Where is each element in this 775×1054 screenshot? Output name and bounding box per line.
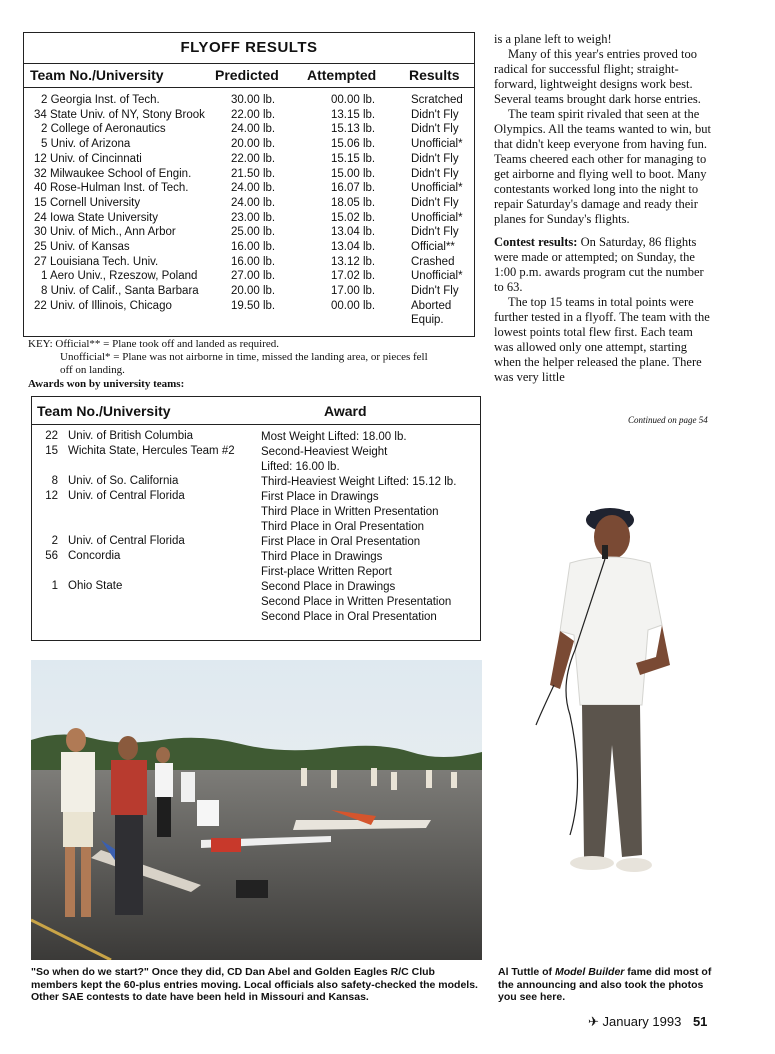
attempted-cell: 17.00 lb. (331, 285, 376, 298)
result-cell: Scratched (411, 94, 463, 106)
team-cell: 40 Rose-Hulman Inst. of Tech. (34, 182, 189, 195)
award-team-number: 8 (51, 475, 58, 487)
result-cell: Didn't Fly (411, 123, 459, 136)
award-line: Third Place in Oral Presentation (261, 521, 424, 533)
team-cell: 22 Univ. of Illinois, Chicago (34, 299, 172, 312)
award-line: Second-Heaviest Weight (261, 446, 388, 458)
flyoff-row-continuation (24, 314, 474, 329)
predicted-cell: 22.00 lb. (231, 108, 276, 121)
page-footer (588, 1014, 707, 1030)
awards-header-team: Team No./University (37, 403, 171, 419)
team-cell: 30 Univ. of Mich., Ann Arbor (34, 226, 176, 239)
result-cell-line2: Equip. (411, 314, 444, 326)
article-p2: Many of this year's entries proved too radical for successful flight; straight-forward, lightweight designs work best. Several teams brought dark horse entries. (494, 47, 701, 106)
announcer-photo (530, 485, 690, 890)
attempted-cell: 15.00 lb. (331, 167, 376, 180)
award-text (261, 490, 476, 535)
award-line: Second Place in Oral Presentation (261, 611, 437, 623)
flyoff-row (24, 182, 474, 197)
award-line: Lifted: 16.00 lb. (261, 461, 340, 473)
footer-date: January 1993 (602, 1014, 682, 1029)
predicted-cell: 19.50 lb. (231, 299, 276, 312)
attempted-cell: 15.13 lb. (331, 123, 376, 136)
announcer-photo-caption (498, 966, 723, 1004)
flyoff-row (24, 94, 474, 109)
award-text (261, 445, 476, 475)
team-cell: 8 Univ. of Calif., Santa Barbara (41, 285, 199, 298)
key-line-official: KEY: Official** = Plane took off and landed as required. (28, 338, 279, 350)
predicted-cell: 23.00 lb. (231, 211, 276, 224)
team-cell: 27 Louisiana Tech. Univ. (34, 255, 159, 268)
team-cell: 2 College of Aeronautics (41, 123, 166, 136)
team-cell: 2 Georgia Inst. of Tech. (41, 94, 160, 106)
predicted-cell: 16.00 lb. (231, 255, 276, 268)
attempted-cell: 00.00 lb. (331, 299, 376, 312)
predicted-cell: 22.00 lb. (231, 152, 276, 165)
awards-table (31, 396, 481, 641)
predicted-cell: 20.00 lb. (231, 285, 276, 298)
award-line: First-place Written Report (261, 566, 392, 578)
predicted-cell: 24.00 lb. (231, 196, 276, 209)
flyoff-row (24, 226, 474, 241)
article-p4-text: On Saturday, 86 flights were made or attempted; on Sunday, the 1:00 p.m. awards program cut the number to 63. (494, 235, 704, 294)
flyoff-row (24, 212, 474, 227)
flyoff-header-row (24, 63, 474, 88)
caption-part-c: fame did most of the announcing and also took the photos you see here. (498, 966, 712, 1003)
result-cell: Unofficial* (411, 182, 463, 195)
result-cell: Aborted (411, 299, 452, 312)
result-cell: Didn't Fly (411, 196, 459, 209)
predicted-cell: 27.00 lb. (231, 270, 276, 283)
flyoff-row (24, 123, 474, 138)
attempted-cell: 15.15 lb. (331, 152, 376, 165)
flyoff-row (24, 109, 474, 124)
article-p3: The team spirit rivaled that seen at the Olympics. All the teams wanted to win, but that didn't keep everyone from having fun. Teams cheered each other for managing to get airborne and flying well to boot. Many contestants worked long into the night to repair Saturday's damage and ready their planes for Sunday's flights. (494, 107, 711, 226)
plane-icon: ✈ (588, 1014, 599, 1029)
attempted-cell: 18.05 lb. (331, 196, 376, 209)
predicted-cell: 24.00 lb. (231, 123, 276, 136)
team-cell: 25 Univ. of Kansas (34, 241, 130, 253)
award-team-number: 22 (45, 430, 58, 442)
flyoff-row (24, 197, 474, 212)
attempted-cell: 17.02 lb. (331, 270, 376, 283)
award-text (261, 475, 476, 490)
award-line: Third-Heaviest Weight Lifted: 15.12 lb. (261, 476, 457, 488)
attempted-cell: 15.02 lb. (331, 211, 376, 224)
result-cell: Crashed (411, 255, 455, 268)
award-line: First Place in Drawings (261, 491, 379, 503)
team-cell: 15 Cornell University (34, 196, 141, 209)
award-team-number: 1 (51, 580, 58, 592)
team-cell: 32 Milwaukee School of Engin. (34, 167, 192, 180)
team-cell: 5 Univ. of Arizona (41, 138, 131, 151)
flyoff-row (24, 138, 474, 153)
award-line: Second Place in Written Presentation (261, 596, 452, 608)
header-predicted: Predicted (215, 67, 279, 83)
predicted-cell: 25.00 lb. (231, 226, 276, 239)
award-line: Third Place in Written Presentation (261, 506, 439, 518)
predicted-cell: 30.00 lb. (231, 94, 276, 106)
award-line: First Place in Oral Presentation (261, 536, 421, 548)
team-cell: 12 Univ. of Cincinnati (34, 152, 142, 165)
attempted-cell: 13.04 lb. (331, 241, 376, 253)
header-attempted: Attempted (307, 67, 377, 83)
result-cell: Didn't Fly (411, 285, 459, 298)
team-cell: 34 State Univ. of NY, Stony Brook (34, 108, 205, 121)
awards-intro: Awards won by university teams: (28, 378, 185, 390)
result-cell: Unofficial* (411, 211, 463, 224)
predicted-cell: 24.00 lb. (231, 182, 276, 195)
flyoff-row (24, 300, 474, 315)
award-university: Wichita State, Hercules Team #2 (68, 445, 235, 457)
predicted-cell: 16.00 lb. (231, 241, 276, 253)
award-line: Third Place in Drawings (261, 551, 383, 563)
flyoff-title: FLYOFF RESULTS (24, 33, 474, 64)
key-line-unofficial: Unofficial* = Plane was not airborne in time, missed the landing area, or pieces fell (60, 351, 428, 363)
result-cell: Didn't Fly (411, 167, 459, 180)
attempted-cell: 16.07 lb. (331, 182, 376, 195)
key-legend (28, 338, 478, 377)
article-p5: The top 15 teams in total points were further tested in a flyoff. The team with the lowest points total flew first. Each team was allowed only one attempt, starting when the helper released the plane. There was very little (494, 295, 710, 384)
awards-header-award: Award (324, 403, 367, 419)
award-team-number: 56 (45, 550, 58, 562)
attempted-cell: 13.12 lb. (331, 255, 376, 268)
team-cell: 24 Iowa State University (34, 211, 159, 224)
flyoff-row (24, 153, 474, 168)
attempted-cell: 13.04 lb. (331, 226, 376, 239)
key-line-unofficial-cont: off on landing. (60, 364, 125, 376)
header-results: Results (409, 67, 460, 83)
page-number: 51 (692, 1014, 708, 1029)
attempted-cell: 00.00 lb. (331, 94, 376, 106)
award-university: Univ. of Central Florida (68, 535, 185, 547)
flyoff-row (24, 285, 474, 300)
caption-magazine-name: Model Builder (554, 966, 625, 978)
attempted-cell: 15.06 lb. (331, 138, 376, 151)
award-team-number: 15 (45, 445, 58, 457)
article-column (494, 32, 712, 385)
result-cell: Unofficial* (411, 138, 463, 151)
awards-header-row (32, 397, 480, 425)
airfield-photo (31, 660, 482, 960)
award-line: Most Weight Lifted: 18.00 lb. (261, 431, 407, 443)
team-cell: 1 Aero Univ., Rzeszow, Poland (41, 270, 198, 283)
award-team-number: 12 (45, 490, 58, 502)
award-university: Univ. of So. California (68, 475, 179, 487)
award-text (261, 580, 476, 625)
airfield-photo-caption: "So when do we start?" Once they did, CD Dan Abel and Golden Eagles R/C Club members kept the 60-plus entries moving. Local officials also safety-checked the models. Other SAE contests to date have been held in Missouri and Kansas. (31, 966, 478, 1003)
header-team: Team No./University (30, 67, 164, 83)
flyoff-row (24, 168, 474, 183)
award-text (261, 535, 476, 550)
contest-results-lead: Contest results: (494, 235, 578, 249)
award-university: Concordia (68, 550, 121, 562)
award-text (261, 550, 476, 580)
flyoff-row (24, 241, 474, 256)
result-cell: Didn't Fly (411, 108, 459, 121)
result-cell: Didn't Fly (411, 226, 459, 239)
continued-note: Continued on page 54 (628, 415, 708, 425)
caption-part-a: Al Tuttle of (498, 966, 555, 978)
award-team-number: 2 (51, 535, 58, 547)
award-text (261, 430, 476, 445)
result-cell: Official** (411, 241, 455, 253)
flyoff-row (24, 270, 474, 285)
result-cell: Didn't Fly (411, 152, 459, 165)
attempted-cell: 13.15 lb. (331, 108, 376, 121)
predicted-cell: 20.00 lb. (231, 138, 276, 151)
predicted-cell: 21.50 lb. (231, 167, 276, 180)
award-university: Ohio State (68, 580, 123, 592)
award-university: Univ. of Central Florida (68, 490, 185, 502)
flyoff-results-table (23, 32, 475, 337)
article-p1: is a plane left to weigh! (494, 32, 612, 46)
award-line: Second Place in Drawings (261, 581, 396, 593)
result-cell: Unofficial* (411, 270, 463, 283)
award-university: Univ. of British Columbia (68, 430, 194, 442)
article-p4 (494, 235, 712, 295)
flyoff-row (24, 256, 474, 271)
